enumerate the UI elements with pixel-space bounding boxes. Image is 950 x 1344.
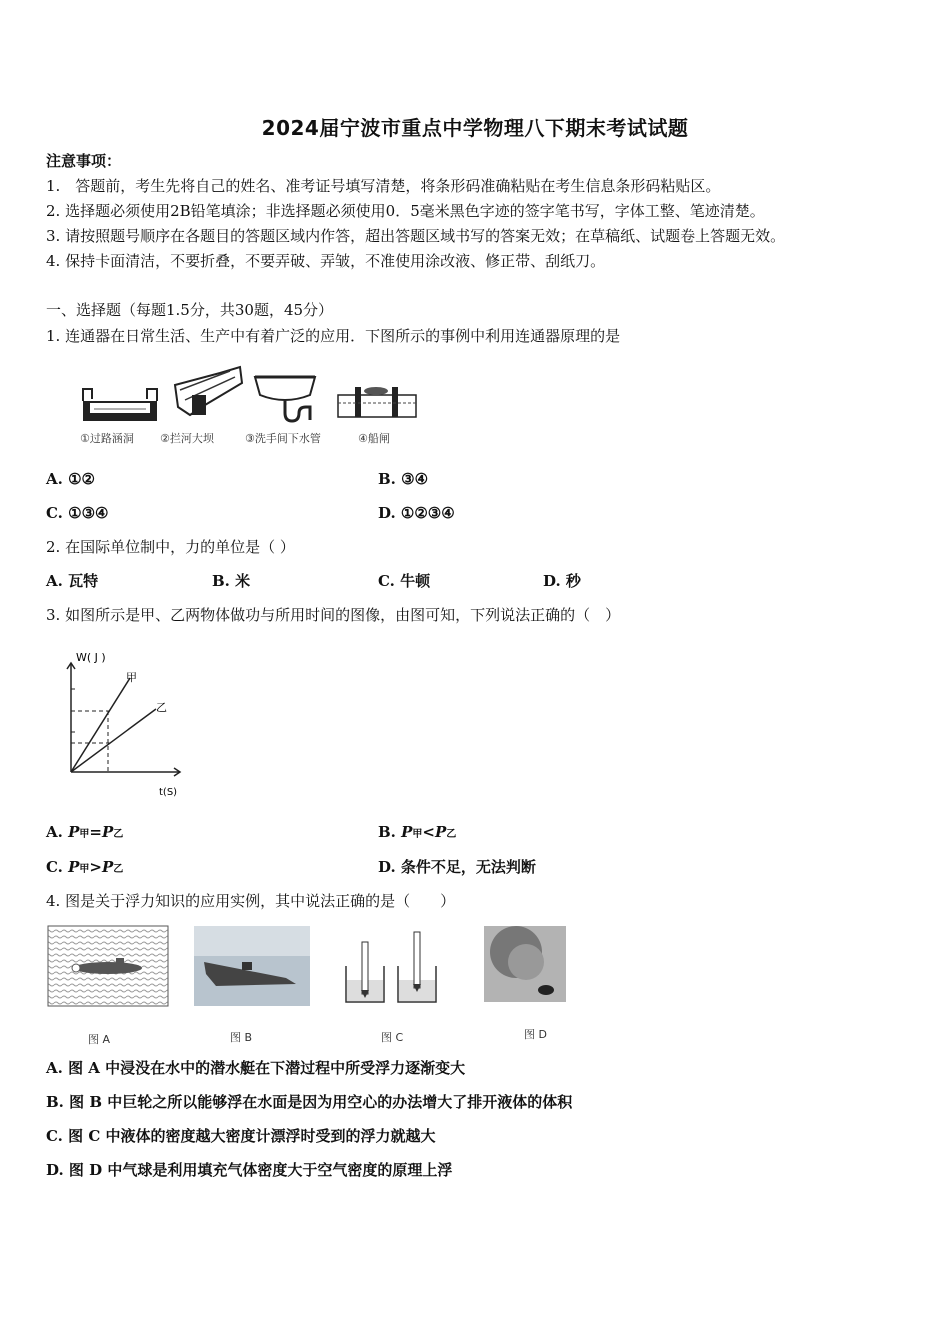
q1-figure [80, 365, 420, 435]
page-title: 2024届宁波市重点中学物理八下期末考试试题 [261, 116, 689, 140]
q4-caption-d: 图 D [524, 1028, 547, 1041]
q3-ylabel: W( J ) [76, 651, 106, 664]
section-heading: 一、选择题（每题1.5分，共30题，45分） [46, 301, 334, 319]
q3-option-b: B. P甲<P乙 [378, 823, 457, 841]
notice-item-4: 4. 保持卡面清洁，不要折叠，不要弄破、弄皱，不准使用涂改液、修正带、刮纸刀。 [46, 252, 606, 270]
q4-figure [46, 922, 568, 1044]
q4-option-b: B. 图 B 中巨轮之所以能够浮在水面是因为用空心的办法增大了排开液体的体积 [46, 1093, 573, 1111]
q1-option-b: B. ③④ [378, 470, 429, 488]
q3-line1-label: 甲 [126, 671, 137, 684]
q2-option-c: C. 牛顿 [378, 572, 431, 590]
q2-option-a: A. 瓦特 [46, 572, 99, 590]
q4-option-d: D. 图 D 中气球是利用填充气体密度大于空气密度的原理上浮 [46, 1161, 453, 1179]
q1-stem: 1. 连通器在日常生活、生产中有着广泛的应用．下图所示的事例中利用连通器原理的是 [46, 327, 621, 345]
q4-caption-a: 图 A [88, 1033, 111, 1046]
culvert-drawing [83, 389, 157, 421]
sink-drawing [255, 377, 315, 421]
q3-line2-label: 乙 [156, 701, 167, 714]
notice-item-3: 3. 请按照题号顺序在各题目的答题区域内作答，超出答题区域书写的答案无效；在草稿纸、试题卷上答题无效。 [46, 227, 786, 245]
q3-stem: 3. 如图所示是甲、乙两物体做功与所用时间的图像，由图可知，下列说法正确的（ ） [46, 606, 621, 624]
q3-xlabel: t(S) [159, 787, 178, 798]
q2-option-d: D. 秒 [543, 572, 581, 590]
q3-graph [60, 645, 190, 798]
ship-picture [194, 926, 310, 1006]
q1-caption-4: ④船闸 [358, 432, 390, 445]
q4-caption-b: 图 B [230, 1031, 253, 1044]
q2-option-b: B. 米 [212, 572, 251, 590]
q4-caption-c: 图 C [381, 1031, 404, 1044]
q1-option-a: A. ①② [46, 470, 95, 488]
q4-option-a: A. 图 A 中浸没在水中的潜水艇在下潜过程中所受浮力逐渐变大 [46, 1059, 466, 1077]
q4-option-c: C. 图 C 中液体的密度越大密度计漂浮时受到的浮力就越大 [46, 1127, 436, 1145]
balloon-picture [484, 926, 566, 1002]
notice-item-1: 1. 答题前，考生先将自己的姓名、准考证号填写清楚，将条形码准确粘贴在考生信息条形码粘贴区。 [46, 177, 721, 195]
notice-heading: 注意事项： [46, 152, 122, 170]
q4-stem: 4. 图是关于浮力知识的应用实例，其中说法正确的是（ ） [46, 892, 456, 910]
dam-drawing [175, 367, 242, 415]
q3-option-c: C. P甲>P乙 [46, 858, 124, 876]
q2-stem: 2. 在国际单位制中，力的单位是（ ） [46, 538, 295, 556]
q1-caption-2: ②拦河大坝 [160, 432, 214, 445]
submarine-picture [48, 926, 168, 1006]
q1-option-c: C. ①③④ [46, 504, 109, 522]
lock-drawing [338, 387, 416, 417]
notice-item-2: 2. 选择题必须使用2B铅笔填涂；非选择题必须使用0．5毫米黑色字迹的签字笔书写，字体工整、笔迹清楚。 [46, 202, 765, 220]
q1-caption-3: ③洗手间下水管 [245, 432, 321, 445]
q1-caption-1: ①过路涵洞 [80, 432, 134, 445]
q1-option-d: D. ①②③④ [378, 504, 455, 522]
hydrometer-picture [340, 926, 444, 1006]
q3-option-d: D. 条件不足，无法判断 [378, 858, 536, 876]
q3-option-a: A. P甲=P乙 [46, 823, 124, 841]
